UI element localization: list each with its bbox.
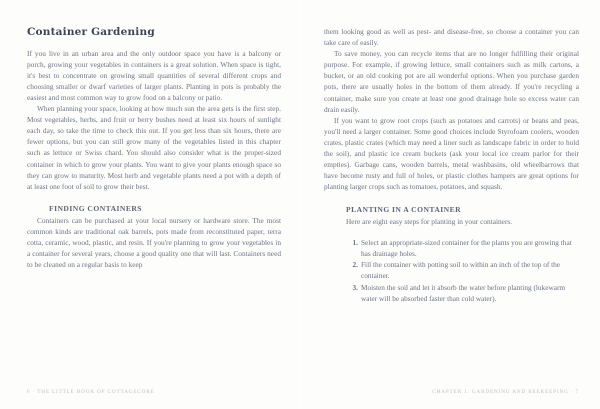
paragraph: If you live in an urban area and the only outdoor space you have is a balcony or porch, growing your vegetables in containers is a great solution. When space is tight, it's best to concentrate on growing small quantities of several different crops and choosing smaller or dwarf varieties of larger plants. Planting in pots is probably the easiest and most common way to grow food on a balcony or patio. — [27, 48, 281, 102]
list-item: Select an appropriate-sized container for the plants you are growing that has drainage holes. — [361, 237, 572, 258]
page-title: Container Gardening — [27, 26, 155, 38]
folio-left: 6 · THE LITTLE BOOK OF COTTAGECORE — [27, 389, 155, 395]
page-right — [300, 0, 600, 409]
paragraph: If you want to grow root crops (such as potatoes and carrots) or beans and peas, you'll need a larger container. Some good choices include Styrofoam coolers, wooden crates, plastic crates (which may need a liner such as landscape fabric in order to hold the soil), and plastic ice cream buckets (ask your local ice cream parlor for their empties). Garbage cans, wooden barrels, metal washbasins, old wheelbarrows that have become rusty and full of holes, or plastic clothes hampers are great options for planting larger crops such as tomatoes, potatoes, and squash. — [324, 115, 579, 192]
section-heading-finding-containers: FINDING CONTAINERS — [49, 203, 142, 213]
steps-list — [324, 237, 579, 305]
paragraph: When planning your space, looking at how much sun the area gets is the first step. Most vegetables, herbs, and fruit or berry bushes need at least six hours of sunlight each day, so take the time to check this out. If you get less than six hours, there are fewer options, but you can still grow many of the vegetables listed in this chapter such as lettuce or Swiss chard. You should also consider what is the proper-sized container in which to grow your plants. You want to give your plants enough space so they can grow to maturity. Most herb and vegetable plants need a pot with a depth of at least one foot of soil to grow their best. — [27, 104, 281, 191]
list-item: Moisten the soil and let it absorb the water before planting (lukewarm water will be absorbed faster than cold water). — [361, 282, 566, 303]
folio-right: CHAPTER 1: GARDENING AND BEEKEEPING · 7 — [432, 389, 579, 395]
paragraph: Containers can be purchased at your local nursery or hardware store. The most common kinds are traditional oak barrels, pots made from reconstituted paper, terra cotta, ceramic, wood, plastic, and resin. If you're planning to grow your vegetables in a container for several years, choose a good quality one that will last. Containers need to be cleaned on a regular basis to keep — [27, 215, 281, 270]
paragraph: them looking good as well as pest- and disease-free, so choose a container you can take care of easily. — [324, 27, 579, 48]
list-item: Fill the container with potting soil to within an inch of the top of the container. — [361, 260, 561, 281]
paragraph: To save money, you can recycle items that are no longer fulfilling their original purpose. For example, if growing lettuce, small containers such as milk cartons, a bucket, or an old cooking pot are all wonderful options. When you purchase garden pots, there are usually holes in the bottom of them already. If you're recycling a container, make sure you create at least one good drainage hole so excess water can drain easily. — [324, 49, 579, 114]
section-intro: Here are eight easy steps for planting in your containers. — [346, 217, 513, 227]
section-heading-planting-in-a-container: PLANTING IN A CONTAINER — [346, 205, 462, 215]
